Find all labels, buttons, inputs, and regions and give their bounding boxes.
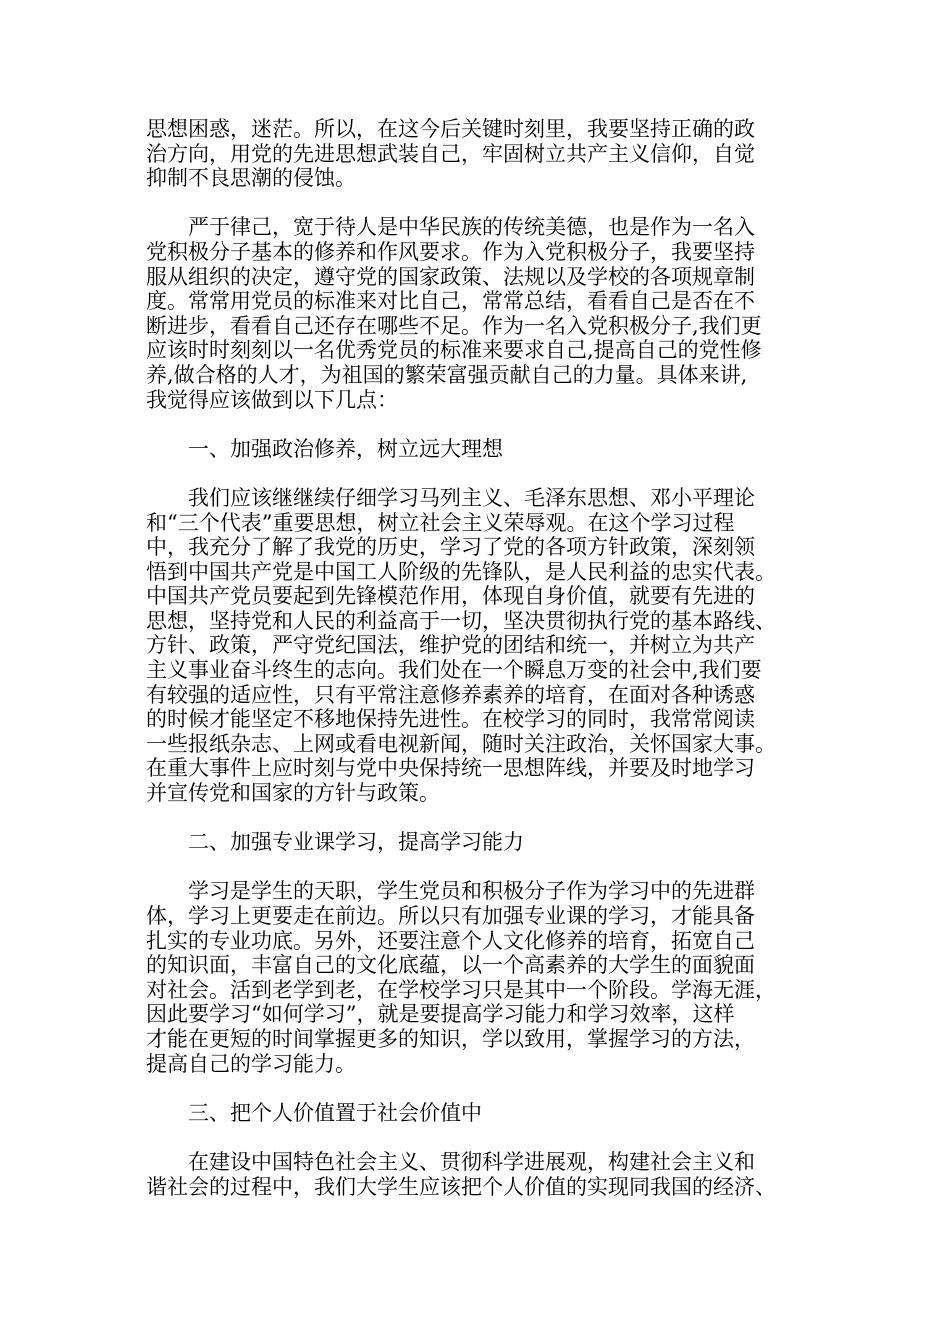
text-line: 中，我充分了解了我党的历史，学习了党的各项方针政策，深刻领 <box>146 535 755 560</box>
text-line: 在重大事件上应时刻与党中央保持统一思想阵线，并要及时地学习 <box>146 756 755 781</box>
paragraph <box>146 486 811 806</box>
text-line: 党积极分子基本的修养和作风要求。作为入党积极分子，我要坚持 <box>146 239 755 264</box>
heading-line: 三、把个人价值置于社会价值中 <box>146 1100 482 1125</box>
text-line: 因此要学习“如何学习”，就是要提高学习能力和学习效率，这样 <box>146 1002 735 1027</box>
text-line: 并宣传党和国家的方针与政策。 <box>146 781 440 806</box>
text-line: 才能在更短的时间掌握更多的知识，学以致用，掌握学习的方法， <box>146 1026 755 1051</box>
text-line: 应该时时刻刻以一名优秀党员的标准来要求自己,提高自己的党性修 <box>146 338 762 363</box>
text-line: 学习是学生的天职，学生党员和积极分子作为学习中的先进群 <box>146 879 755 904</box>
paragraph <box>146 117 811 191</box>
text-line: 中国共产党员要起到先锋模范作用，体现自身价值，就要有先进的 <box>146 584 755 609</box>
text-line: 度。常常用党员的标准来对比自己，常常总结，看看自己是否在不 <box>146 289 755 314</box>
text-line: 我觉得应该做到以下几点： <box>146 387 398 412</box>
text-line: 在建设中国特色社会主义、贯彻科学进展观，构建社会主义和 <box>146 1149 755 1174</box>
text-line: 扎实的专业功底。另外，还要注意个人文化修养的培育，拓宽自己 <box>146 928 755 953</box>
section-heading <box>146 437 811 462</box>
section-heading <box>146 830 811 855</box>
text-line: 养,做合格的人才，为祖国的繁荣富强贡献自己的力量。具体来讲, <box>146 362 748 387</box>
text-line: 抑制不良思潮的侵蚀。 <box>146 166 356 191</box>
text-line: 思想困惑，迷茫。所以，在这今后关键时刻里，我要坚持正确的政 <box>146 117 755 141</box>
text-line: 服从组织的决定，遵守党的国家政策、法规以及学校的各项规章制 <box>146 264 755 289</box>
paragraph <box>146 1150 811 1199</box>
text-line: 和“三个代表”重要思想，树立社会主义荣辱观。在这个学习过程 <box>146 510 735 535</box>
paragraph <box>146 215 811 412</box>
text-line: 一些报纸杂志、上网或看电视新闻，随时关注政治，关怀国家大事。 <box>146 731 776 756</box>
text-line: 思想，坚持党和人民的利益高于一切，坚决贯彻执行党的基本路线、 <box>146 608 776 633</box>
text-line: 对社会。活到老学到老，在学校学习只是其中一个阶段。学海无涯， <box>146 977 776 1002</box>
text-line: 体，学习上更要走在前边。所以只有加强专业课的学习，才能具备 <box>146 904 755 928</box>
section-heading <box>146 1101 811 1126</box>
text-line: 治方向，用党的先进思想武装自己，牢固树立共产主义信仰，自觉 <box>146 141 755 166</box>
heading-line: 二、加强专业课学习，提高学习能力 <box>146 830 524 855</box>
text-line: 主义事业奋斗终生的志向。我们处在一个瞬息万变的社会中,我们要 <box>146 658 762 683</box>
text-line: 的知识面，丰富自己的文化底蕴，以一个高素养的大学生的面貌面 <box>146 953 755 978</box>
text-line: 断进步，看看自己还存在哪些不足。作为一名入党积极分子,我们更 <box>146 313 762 338</box>
text-line: 提高自己的学习能力。 <box>146 1051 356 1076</box>
text-line: 方针、政策，严守党纪国法，维护党的团结和统一，并树立为共产 <box>146 633 755 658</box>
text-line: 严于律己，宽于待人是中华民族的传统美德，也是作为一名入 <box>146 215 755 240</box>
text-line: 有较强的适应性，只有平常注意修养素养的培育，在面对各种诱惑 <box>146 682 755 707</box>
text-line: 我们应该继继续仔细学习马列主义、毛泽东思想、邓小平理论 <box>146 485 755 510</box>
document-body <box>146 117 811 1224</box>
text-line: 的时候才能坚定不移地保持先进性。在校学习的同时，我常常阅读 <box>146 707 755 732</box>
text-line: 悟到中国共产党是中国工人阶级的先锋队，是人民利益的忠实代表。 <box>146 559 776 584</box>
heading-line: 一、加强政治修养，树立远大理想 <box>146 436 503 461</box>
paragraph <box>146 879 811 1076</box>
text-line: 谐社会的过程中，我们大学生应该把个人价值的实现同我国的经济、 <box>146 1174 776 1199</box>
